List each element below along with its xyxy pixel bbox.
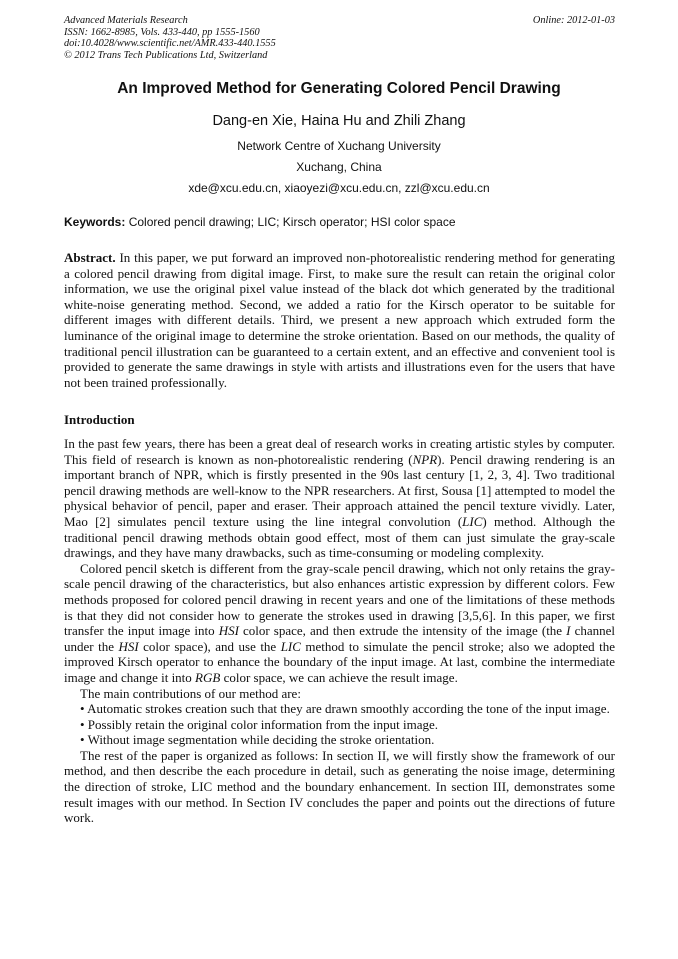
online-date: Online: 2012-01-03 (532, 15, 615, 26)
location: Xuchang, China (296, 160, 382, 174)
paper-title: An Improved Method for Generating Colored Pencil Drawing (117, 80, 561, 97)
intro-paragraph-1: In the past few years, there has been a great deal of research works in creating artistic styles by computer. This field of research is known as non-photorealistic rendering (NPR). Pencil drawing rendering is an important branch of NPR, which is firstly presented in the 90s last century [1, 2, 3, 4]. Two traditional pencil drawing methods are well-know to the NPR researchers. At first, Sousa [1] attempted to model the physical behavior of pencil, paper and eraser. Their approach attained the pencil texture vividly. Later, Mao [2] simulates pencil texture using the line integral convolution (LIC) method. Although the traditional pencil drawing methods obtain good effect, most of them can just simulate the gray-scale drawings, and they have many drawbacks, such as time-consuming or modeling complexity. (64, 436, 615, 561)
journal-name: Advanced Materials Research (64, 15, 188, 26)
abstract (64, 250, 615, 390)
contribution-bullet-3: • Without image segmentation while deciding the stroke orientation. (80, 732, 435, 748)
author-list: Dang-en Xie, Haina Hu and Zhili Zhang (212, 113, 466, 129)
abstract-text: In this paper, we put forward an improved non-photorealistic rendering method for generating a colored pencil drawing from digital image. First, to make sure the result can retain the original color information, we use the original pixel value instead of the black dot which generated by the traditional white-noise generating method. Second, we added a ratio for the Kirsch operator to be suitable for different images with different details. Third, we present a new approach which extruded form the luminance of the original image to determine the stroke orientation. Based on our methods, the quality of traditional pencil illustration can be guaranteed to a certain extent, and an effective and convenient tool is provided to generate the same drawings in style with artists and illustrations even for the users that have not been trained professionally. (64, 250, 615, 390)
intro-paragraph-2: Colored pencil sketch is different from the gray-scale pencil drawing, which not only retains the gray-scale pencil drawing of the characteristics, but also enhances artistic expression by different colors. Few methods proposed for colored pencil drawing in recent years and one of the limitations of these methods is that they did not consider how to generate the strokes used in drawing [3,5,6]. In this paper, we first transfer the input image into HSI color space, and then extrude the intensity of the image (the I channel under the HSI color space), and use the LIC method to simulate the pencil stroke; also we adopted the improved Kirsch operator to enhance the boundary of the input image. At last, combine the intermediate image and change it into RGB color space, we can achieve the result image. (64, 560, 616, 685)
section-heading-introduction: Introduction (64, 412, 135, 427)
keywords-text: Colored pencil drawing; LIC; Kirsch operator; HSI color space (128, 215, 456, 229)
issn-line: ISSN: 1662-8985, Vols. 433-440, pp 1555-1560 (64, 26, 260, 38)
copyright-line: © 2012 Trans Tech Publications Ltd, Switzerland (64, 49, 268, 61)
keywords-label: Keywords: (64, 215, 126, 229)
keywords (64, 215, 624, 229)
abstract-label: Abstract. (64, 250, 116, 265)
intro-paragraph-3: The main contributions of our method are: (80, 685, 301, 701)
contribution-bullet-2: • Possibly retain the original color information from the input image. (80, 716, 439, 732)
contribution-bullet-1: • Automatic strokes creation such that they are drawn smoothly according the tone of the input image. (80, 701, 610, 717)
introduction-body (64, 436, 615, 826)
affiliation: Network Centre of Xuchang University (237, 139, 441, 153)
journal-header (64, 15, 615, 61)
doi-line: doi:10.4028/www.scientific.net/AMR.433-440.1555 (64, 38, 276, 50)
intro-paragraph-4: The rest of the paper is organized as follows: In section II, we will firstly show the framework of our method, and then describe the each procedure in detail, such as generating the noise image, determining the direction of stroke, LIC method and the boundary enhancement. In section III, demonstrates some result images with our method. In Section IV concludes the paper and points out the directions of future work. (64, 747, 615, 826)
email-list: xde@xcu.edu.cn, xiaoyezi@xcu.edu.cn, zzl@xcu.edu.cn (188, 181, 490, 195)
